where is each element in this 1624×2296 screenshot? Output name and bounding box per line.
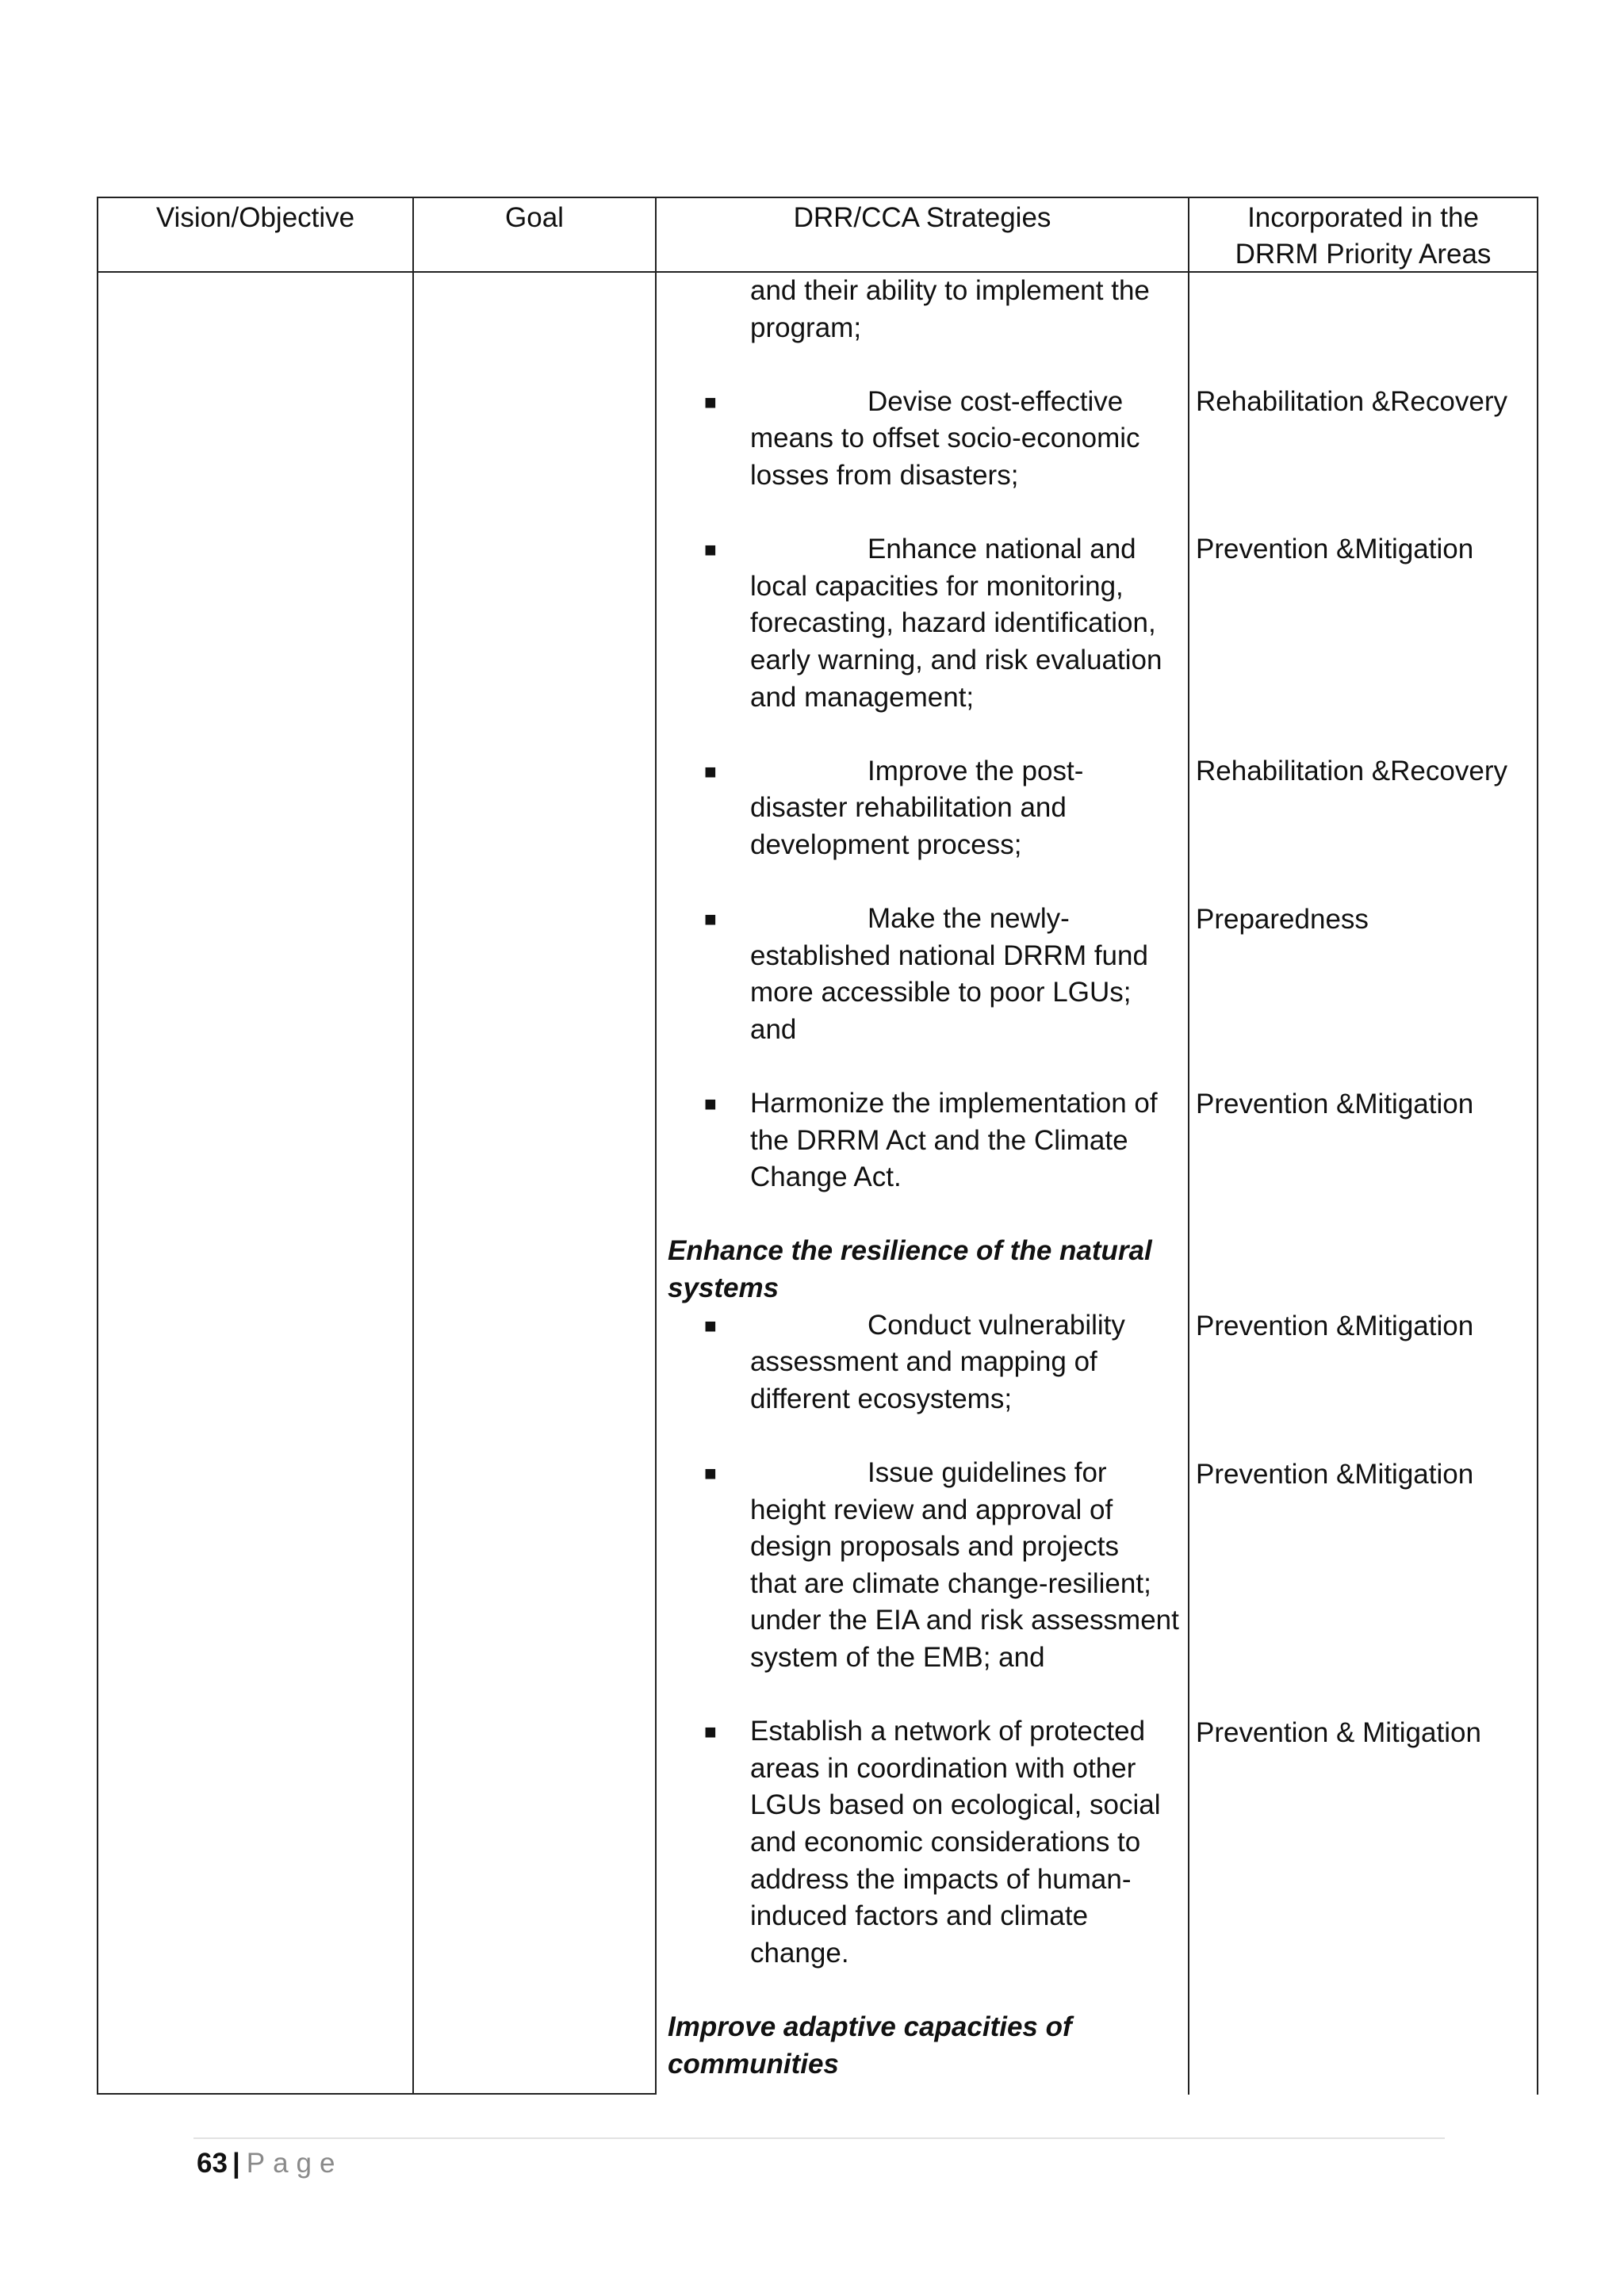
priority-area: Rehabilitation &Recovery bbox=[1196, 386, 1507, 417]
strategy-text-line: that are climate change-resilient; bbox=[750, 1567, 1151, 1599]
strategy-text-line: established national DRRM fund bbox=[750, 939, 1148, 971]
footer-divider bbox=[193, 2137, 1445, 2139]
strategy-text-line: Harmonize the implementation of bbox=[750, 1088, 1158, 1119]
strategy-text-line: Change Act. bbox=[750, 1161, 902, 1193]
strategy-text-line: system of the EMB; and bbox=[750, 1641, 1045, 1673]
strategy-text-line: Establish a network of protected bbox=[750, 1716, 1146, 1747]
strategy-item bbox=[668, 531, 1270, 716]
heading-line: Improve adaptive capacities of bbox=[668, 2011, 1072, 2042]
strategy-text-line: early warning, and risk evaluation bbox=[750, 644, 1162, 675]
table-left-border bbox=[97, 197, 98, 2095]
header-priority-areas bbox=[1189, 197, 1537, 273]
strategy-text-line: induced factors and climate bbox=[750, 1900, 1089, 1932]
strategy-text-line: Make the newly- bbox=[868, 903, 1070, 935]
header-goal-label: Goal bbox=[505, 202, 564, 233]
strategies-cell bbox=[668, 273, 1270, 2083]
priority-area: Prevention &Mitigation bbox=[1196, 1089, 1474, 1119]
footer-separator: | bbox=[232, 2148, 240, 2179]
column-divider-1 bbox=[412, 197, 414, 2095]
strategy-text-line: more accessible to poor LGUs; bbox=[750, 977, 1132, 1008]
column-divider-2 bbox=[655, 197, 657, 2095]
page-number: 63 bbox=[197, 2148, 228, 2179]
strategy-text-line: and bbox=[750, 1013, 797, 1045]
header-goal bbox=[414, 197, 655, 273]
strategy-item bbox=[668, 1307, 1270, 1418]
section-heading-natural-systems bbox=[668, 1233, 1270, 1307]
strategy-text-line: local capacities for monitoring, bbox=[750, 570, 1124, 602]
priority-area: Prevention & Mitigation bbox=[1196, 1717, 1481, 1748]
strategy-item bbox=[668, 384, 1270, 495]
strategy-text-line: losses from disasters; bbox=[750, 459, 1019, 491]
priority-area: Prevention &Mitigation bbox=[1196, 534, 1474, 564]
section-heading-adaptive-capacities bbox=[668, 2009, 1270, 2083]
priority-area: Preparedness bbox=[1196, 904, 1369, 935]
strategy-text-line: and their ability to implement the bbox=[750, 275, 1150, 306]
strategy-text-line: different ecosystems; bbox=[750, 1383, 1013, 1414]
square-bullet-icon: ■ bbox=[704, 1720, 717, 1744]
strategy-text-line: address the impacts of human- bbox=[750, 1863, 1132, 1895]
strategy-text-line: height review and approval of bbox=[750, 1494, 1113, 1525]
strategy-text-line: disaster rehabilitation and bbox=[750, 792, 1067, 824]
page-footer bbox=[197, 2145, 343, 2182]
heading-line: Enhance the resilience of the natural bbox=[668, 1235, 1152, 1267]
strategy-text-line: means to offset socio-economic bbox=[750, 423, 1140, 454]
square-bullet-icon: ■ bbox=[704, 907, 717, 932]
strategy-text-line: assessment and mapping of bbox=[750, 1346, 1097, 1378]
heading-line: systems bbox=[668, 1272, 779, 1304]
priority-area: Prevention &Mitigation bbox=[1196, 1311, 1474, 1341]
heading-line: communities bbox=[668, 2048, 839, 2080]
square-bullet-icon: ■ bbox=[704, 538, 717, 562]
strategy-item bbox=[668, 1713, 1270, 1972]
strategy-text-line: forecasting, hazard identification, bbox=[750, 607, 1156, 639]
strategy-text-line: the DRRM Act and the Climate bbox=[750, 1124, 1128, 1156]
table-right-border bbox=[1537, 197, 1538, 2095]
strategy-item bbox=[668, 753, 1270, 864]
strategy-item bbox=[668, 1455, 1270, 1677]
strategy-text-line: Devise cost-effective bbox=[868, 385, 1124, 417]
strategy-text-line: Improve the post- bbox=[868, 755, 1084, 786]
square-bullet-icon: ■ bbox=[704, 1461, 717, 1485]
strategy-text-line: Issue guidelines for bbox=[868, 1457, 1107, 1488]
strategy-text-line: LGUs based on ecological, social bbox=[750, 1789, 1161, 1821]
priority-area: Rehabilitation &Recovery bbox=[1196, 756, 1507, 786]
square-bullet-icon: ■ bbox=[704, 1092, 717, 1116]
strategy-text-line: areas in coordination with other bbox=[750, 1752, 1136, 1784]
strategy-text-line: development process; bbox=[750, 828, 1022, 860]
header-vision-objective-label: Vision/Objective bbox=[155, 202, 355, 233]
priority-area: Prevention &Mitigation bbox=[1196, 1459, 1474, 1490]
square-bullet-icon: ■ bbox=[704, 1313, 717, 1337]
strategy-text-line: under the EIA and risk assessment bbox=[750, 1605, 1179, 1636]
strategy-continuation bbox=[668, 273, 1270, 346]
header-priority-areas-line-1: Incorporated in the bbox=[1247, 202, 1479, 233]
header-priority-areas-line-2: DRRM Priority Areas bbox=[1235, 239, 1492, 270]
strategy-text-line: and management; bbox=[750, 681, 975, 713]
strategy-item bbox=[668, 901, 1270, 1048]
table-bottom-border bbox=[97, 2093, 657, 2095]
square-bullet-icon: ■ bbox=[704, 389, 717, 414]
strategy-item bbox=[668, 1085, 1270, 1196]
page-label: Page bbox=[246, 2148, 343, 2179]
strategy-text-line: design proposals and projects bbox=[750, 1531, 1120, 1563]
strategy-text-line: Enhance national and bbox=[868, 534, 1136, 565]
strategy-text-line: and economic considerations to bbox=[750, 1826, 1141, 1858]
square-bullet-icon: ■ bbox=[704, 759, 717, 783]
strategy-text-line: program; bbox=[750, 312, 862, 343]
header-vision-objective bbox=[98, 197, 412, 273]
header-strategies bbox=[657, 197, 1188, 273]
strategy-text-line: change. bbox=[750, 1937, 849, 1969]
strategy-text-line: Conduct vulnerability bbox=[868, 1309, 1125, 1341]
header-strategies-label: DRR/CCA Strategies bbox=[793, 202, 1051, 233]
